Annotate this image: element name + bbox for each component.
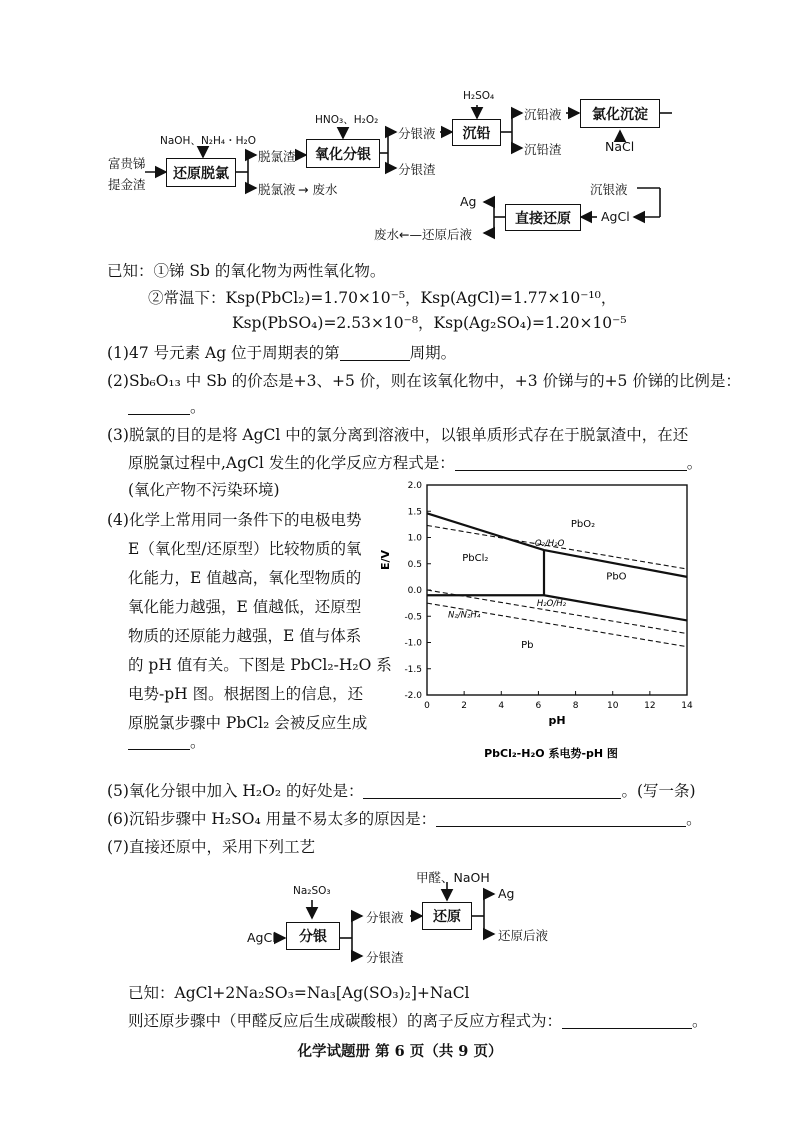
reagent-label: NaOH、N₂H₄・H₂O: [160, 135, 256, 147]
question-7: (7)直接还原中，采用下列工艺: [107, 838, 315, 856]
x-tick-label: 6: [535, 701, 542, 711]
y-tick-label: 0.5: [407, 559, 422, 570]
region-label: O₂/H₂O: [534, 538, 565, 549]
process-box-lead-precipitation: 沉铅: [452, 119, 501, 146]
output-label: 脱氯液: [258, 182, 296, 197]
question-3-line-1: (3)脱氯的目的是将 AgCl 中的氯分离到溶液中，以银单质形式存在于脱氯渣中，在还: [107, 426, 689, 444]
question-5: (5)氧化分银中加入 H₂O₂ 的好处是： 。(写一条): [107, 782, 696, 800]
known-reaction: 已知：AgCl+2Na₂SO₃=Na₃[Ag(SO₃)₂]+NaCl: [128, 984, 470, 1002]
output-label: → 废水: [298, 182, 338, 197]
y-tick-label: 1.0: [407, 533, 422, 544]
process-box-direct-reduction: 直接还原: [505, 204, 581, 231]
y-tick-label: -0.5: [404, 612, 422, 623]
input-label-2: 提金渣: [108, 177, 146, 192]
x-tick-label: 8: [572, 701, 579, 711]
answer-blank[interactable]: [436, 810, 686, 827]
answer-blank[interactable]: [128, 733, 190, 750]
question-4-line-1: (4)化学上常用同一条件下的电极电势: [107, 511, 362, 529]
question-1: (1)47 号元素 Ag 位于周期表的第 周期。: [107, 344, 457, 362]
input-label: AgCl: [247, 930, 276, 945]
x-tick-label: 12: [644, 701, 656, 711]
question-6: (6)沉铅步骤中 H₂SO₄ 用量不易太多的原因是： 。: [107, 810, 702, 828]
x-tick-label: 0: [424, 701, 430, 711]
question-3-note: (氧化产物不污染环境): [128, 481, 280, 499]
output-label: 脱氯渣: [258, 149, 296, 164]
output-label: 分银液: [398, 126, 436, 141]
question-4-line-6: 的 pH 值有关。下图是 PbCl₂-H₂O 系: [128, 656, 392, 674]
reagent-label: NaCl: [605, 139, 635, 154]
chart-series: [427, 513, 687, 646]
known-line-3: Ksp(PbSO₄)=2.53×10⁻⁸，Ksp(Ag₂SO₄)=1.20×10⁻⁵: [232, 314, 627, 332]
reagent-label: 甲醛、NaOH: [416, 870, 490, 885]
output-label: 分银渣: [366, 950, 404, 965]
input-label-1: 富贵锑: [108, 156, 146, 171]
potential-ph-chart: [375, 475, 705, 760]
region-label: Pb: [521, 639, 534, 651]
process-box-silver-separation: 分银: [286, 922, 340, 950]
question-3-line-2: 原脱氯过程中,AgCl 发生的化学反应方程式是： 。: [128, 454, 703, 472]
y-axis-label: E/V: [379, 549, 392, 571]
process-box-oxidation: 氧化分银: [306, 139, 380, 168]
x-tick-label: 10: [606, 701, 619, 711]
known-line-1: 已知：①锑 Sb 的氧化物为两性氧化物。: [107, 262, 386, 280]
reagent-label: HNO₃、H₂O₂: [315, 114, 379, 126]
reagent-label: Na₂SO₃: [293, 885, 331, 897]
region-label: PbCl₂: [462, 553, 489, 565]
question-4-line-7: 电势-pH 图。根据图上的信息，还: [128, 685, 364, 703]
y-tick-label: 2.0: [407, 481, 422, 491]
output-label: 还原后液: [498, 928, 549, 943]
reagent-label: H₂SO₄: [463, 90, 495, 102]
x-axis-label: pH: [548, 714, 566, 727]
y-tick-label: -1.0: [404, 638, 422, 649]
answer-blank[interactable]: [128, 398, 190, 415]
answer-blank[interactable]: [562, 1012, 692, 1029]
output-label: 废水←—还原后液: [374, 227, 472, 242]
question-2: (2)Sb₆O₁₃ 中 Sb 的价态是+3、+5 价，则在该氧化物中，+3 价锑与的+5 价锑的比例是：: [107, 372, 741, 390]
question-4-line-8: 原脱氯步骤中 PbCl₂ 会被反应生成: [128, 714, 368, 732]
output-label: 沉铅液: [524, 107, 562, 122]
chart-caption: PbCl₂-H₂O 系电势-pH 图: [484, 747, 618, 760]
answer-blank[interactable]: [340, 344, 410, 361]
output-label: 沉银液: [590, 182, 628, 197]
output-label: Ag: [498, 886, 515, 901]
chart-frame: [427, 485, 687, 695]
process-box-chloride-precipitation: 氯化沉淀: [580, 99, 660, 128]
final-question: 则还原步骤中（甲醛反应后生成碳酸根）的离子反应方程式为： 。: [128, 1012, 708, 1030]
question-4-line-5: 物质的还原能力越强，E 值与体系: [128, 627, 362, 645]
question-4-line-2: E（氧化型/还原型）比较物质的氧: [128, 540, 362, 558]
question-2-answer: 。: [128, 396, 206, 418]
x-tick-label: 4: [498, 701, 505, 711]
y-tick-label: 1.5: [407, 507, 422, 518]
output-label: 分银液: [366, 910, 404, 925]
boundary-line: [427, 513, 544, 550]
known-line-2: ②常温下：Ksp(PbCl₂)=1.70×10⁻⁵，Ksp(AgCl)=1.77×10⁻¹⁰，: [148, 289, 617, 307]
output-label: 沉铅渣: [524, 142, 562, 157]
process-box-reduction: 还原: [422, 902, 472, 930]
region-label: PbO₂: [570, 519, 596, 530]
x-tick-label: 2: [461, 701, 468, 711]
region-label: H₂O/H₂: [536, 598, 567, 609]
region-label: N₂/N₂H₄: [448, 610, 481, 621]
output-label: AgCl: [601, 209, 630, 224]
page-footer: 化学试题册 第 6 页（共 9 页）: [297, 1043, 503, 1060]
process-box-dechlorination: 还原脱氯: [166, 158, 236, 187]
y-tick-label: -2.0: [404, 691, 422, 701]
question-4-line-4: 氧化能力越强，E 值越低，还原型: [128, 598, 362, 616]
answer-blank[interactable]: [455, 454, 687, 471]
y-tick-label: -1.5: [404, 664, 422, 675]
x-tick-label: 14: [681, 701, 693, 711]
region-label: PbO: [606, 571, 627, 583]
plot-frame: [427, 485, 687, 695]
y-tick-label: 0.0: [407, 586, 422, 596]
question-4-answer: 。: [128, 731, 206, 753]
answer-blank[interactable]: [363, 782, 621, 799]
chart-region-labels: [448, 519, 627, 651]
output-label: 分银渣: [398, 162, 436, 177]
question-4-line-3: 化能力，E 值越高，氧化型物质的: [128, 569, 362, 587]
output-label: Ag: [460, 194, 477, 209]
